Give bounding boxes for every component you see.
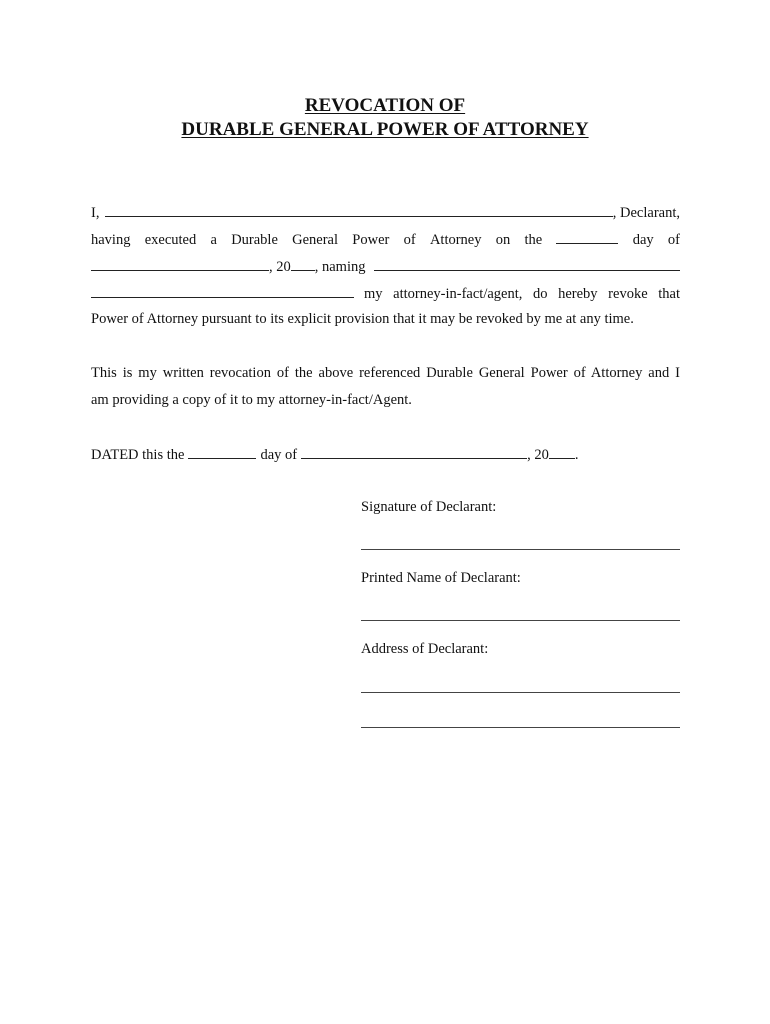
word-a: a bbox=[210, 232, 217, 248]
word-having: having bbox=[91, 232, 131, 248]
attorney-revoke-line bbox=[91, 285, 680, 302]
document-title-line-2: DURABLE GENERAL POWER OF ATTORNEY bbox=[181, 119, 589, 140]
revoke-text: my attorney-in-fact/agent, do hereby revoke that bbox=[364, 286, 680, 302]
address-label: Address of Declarant: bbox=[361, 641, 489, 657]
signature-label: Signature of Declarant: bbox=[361, 499, 497, 515]
word-durable: Durable bbox=[231, 232, 278, 248]
execution-month-blank[interactable] bbox=[91, 258, 269, 271]
copy-provided-text: am providing a copy of it to my attorney-in-fact/Agent. bbox=[91, 392, 412, 408]
dated-month-blank[interactable] bbox=[301, 446, 527, 459]
year-prefix: , 20 bbox=[269, 259, 291, 275]
declarant-name-blank[interactable] bbox=[105, 204, 612, 217]
declarant-prefix: I, bbox=[91, 205, 100, 221]
document-title-line-1: REVOCATION OF bbox=[304, 95, 466, 116]
dated-prefix: DATED this the bbox=[91, 447, 185, 463]
month-year-naming-line bbox=[91, 258, 680, 275]
dated-day-blank[interactable] bbox=[188, 446, 256, 459]
dated-year-prefix: , 20 bbox=[527, 447, 549, 463]
declarant-suffix: , Declarant, bbox=[612, 205, 680, 221]
copy-provided-line bbox=[91, 393, 680, 408]
address-line-2[interactable] bbox=[361, 727, 680, 728]
word-attorney: Attorney bbox=[429, 232, 482, 248]
written-revocation-line bbox=[91, 366, 680, 381]
dated-line bbox=[91, 446, 680, 463]
dated-day-of: day of bbox=[260, 447, 298, 463]
word-day: day bbox=[632, 232, 654, 248]
word-general: General bbox=[292, 232, 339, 248]
declarant-line bbox=[91, 204, 680, 221]
word-power: Power bbox=[352, 232, 390, 248]
signature-line[interactable] bbox=[361, 549, 680, 550]
word-of-end: of bbox=[667, 232, 680, 248]
naming-label: , naming bbox=[314, 259, 366, 275]
executed-line bbox=[91, 231, 680, 248]
printed-name-label: Printed Name of Declarant: bbox=[361, 570, 521, 586]
word-on: on bbox=[495, 232, 511, 248]
printed-name-line[interactable] bbox=[361, 620, 680, 621]
word-the: the bbox=[524, 232, 543, 248]
written-revocation-text: This is my written revocation of the above referenced Durable General Power of Attorney and I bbox=[91, 365, 680, 381]
execution-day-blank[interactable] bbox=[556, 231, 618, 244]
address-line-1[interactable] bbox=[361, 692, 680, 693]
dated-year-blank[interactable] bbox=[549, 446, 575, 459]
attorney-name-blank-1[interactable] bbox=[374, 258, 681, 271]
attorney-name-blank-2[interactable] bbox=[91, 285, 354, 298]
provision-text: Power of Attorney pursuant to its explicit provision that it may be revoked by me at any time. bbox=[91, 311, 634, 327]
execution-year-blank[interactable] bbox=[291, 258, 315, 271]
word-of: of bbox=[403, 232, 416, 248]
provision-line bbox=[91, 312, 680, 327]
word-executed: executed bbox=[144, 232, 197, 248]
dated-period: . bbox=[574, 447, 579, 463]
